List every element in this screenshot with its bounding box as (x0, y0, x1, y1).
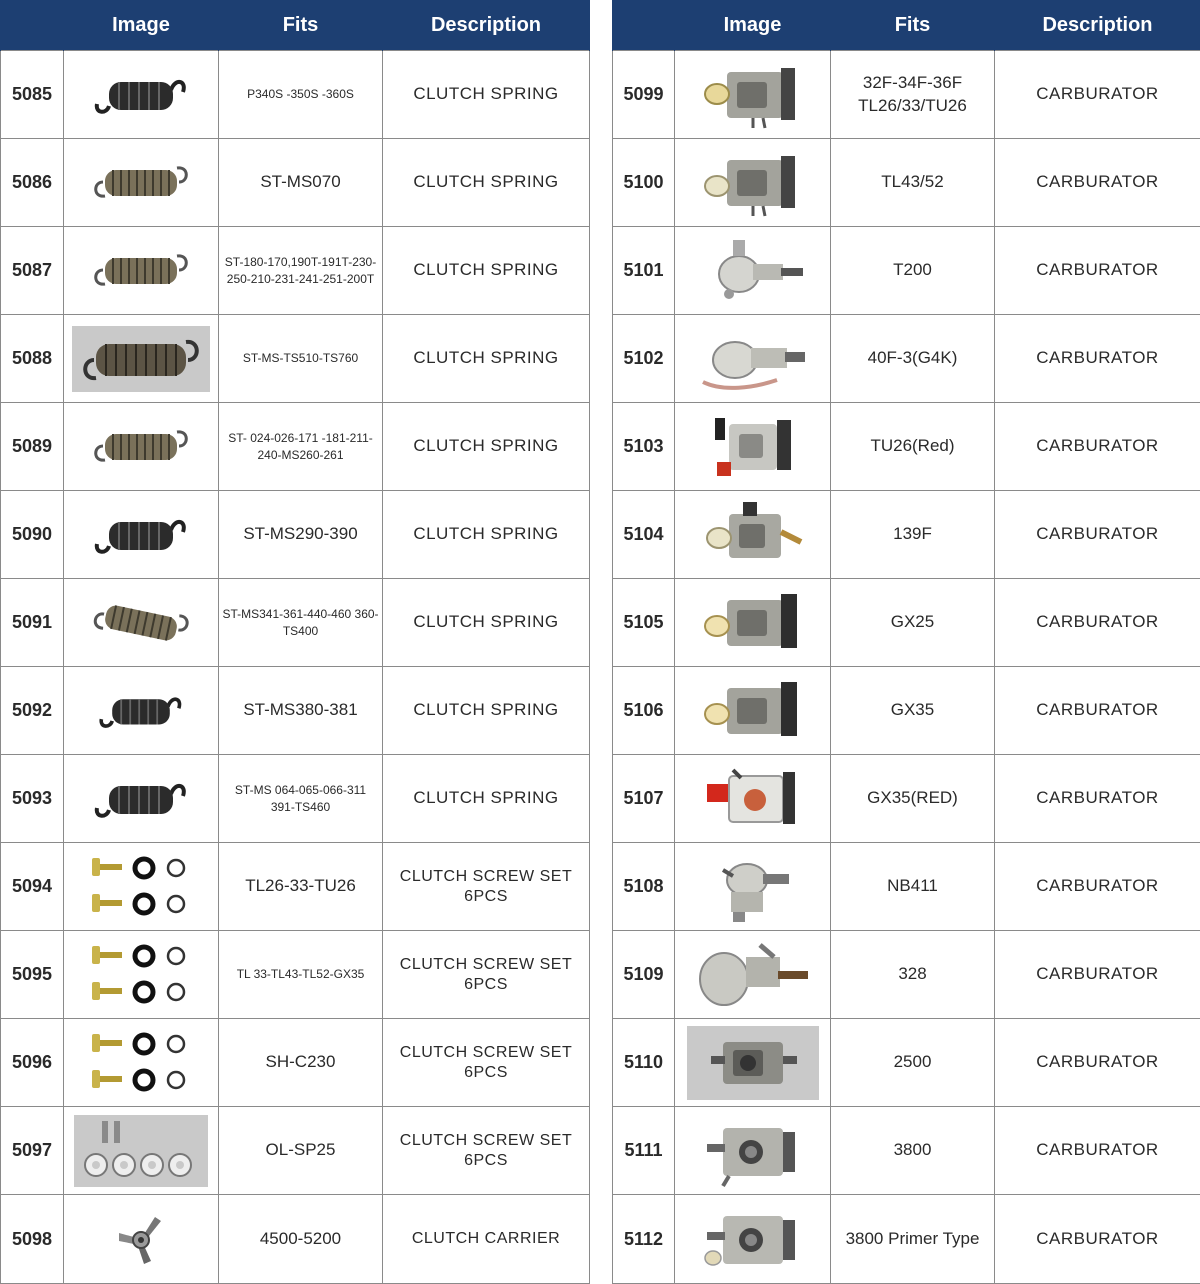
table-row (1, 1195, 590, 1284)
carburetor-icon (693, 674, 813, 748)
part-image (64, 315, 219, 403)
part-description: CLUTCH SCREW SET 6PCS (383, 931, 590, 1019)
part-description: CLUTCH SPRING (383, 139, 590, 227)
part-fits: ST- 024-026-171 -181-211-240-MS260-261 (219, 403, 383, 491)
part-fits: 3800 Primer Type (831, 1195, 995, 1284)
part-image (64, 843, 219, 931)
table-row (1, 403, 590, 491)
part-description: CARBURATOR (995, 51, 1200, 139)
header-fits: Fits (219, 0, 383, 51)
part-code: 5089 (1, 403, 64, 491)
part-code: 5092 (1, 667, 64, 755)
parts-table-left (0, 0, 590, 1284)
table-row (1, 931, 590, 1019)
part-description: CARBURATOR (995, 843, 1200, 931)
part-code: 5097 (1, 1107, 64, 1195)
carburetor-icon (693, 850, 813, 924)
table-row (1, 227, 590, 315)
screw-set-icon (86, 1028, 196, 1098)
part-code: 5107 (613, 755, 675, 843)
part-description: CARBURATOR (995, 491, 1200, 579)
part-fits: TU26(Red) (831, 403, 995, 491)
table-row (613, 1107, 1200, 1195)
part-description: CARBURATOR (995, 755, 1200, 843)
table-row (1, 315, 590, 403)
part-fits: 32F-34F-36F TL26/33/TU26 (831, 51, 995, 139)
part-image (64, 579, 219, 667)
part-code: 5102 (613, 315, 675, 403)
table-header (1, 0, 590, 51)
part-code: 5103 (613, 403, 675, 491)
part-description: CARBURATOR (995, 667, 1200, 755)
part-image (64, 139, 219, 227)
part-code: 5106 (613, 667, 675, 755)
part-code: 5101 (613, 227, 675, 315)
part-fits: ST-MS 064-065-066-311 391-TS460 (219, 755, 383, 843)
part-description: CARBURATOR (995, 579, 1200, 667)
part-image (675, 403, 831, 491)
part-code: 5090 (1, 491, 64, 579)
spring-icon (96, 688, 186, 734)
table-header (613, 0, 1200, 51)
part-image (675, 667, 831, 755)
part-fits: ST-180-170,190T-191T-230-250-210-231-241-251-200T (219, 227, 383, 315)
part-description: CARBURATOR (995, 931, 1200, 1019)
screw-set-icon (86, 940, 196, 1010)
spring-icon (91, 598, 191, 648)
part-code: 5110 (613, 1019, 675, 1107)
part-fits: 40F-3(G4K) (831, 315, 995, 403)
part-image (64, 491, 219, 579)
part-image (675, 315, 831, 403)
part-image (64, 1107, 219, 1195)
part-image (64, 227, 219, 315)
part-image (64, 403, 219, 491)
part-fits: ST-MS341-361-440-460 360-TS400 (219, 579, 383, 667)
table-row (1, 139, 590, 227)
part-image (64, 1195, 219, 1284)
part-fits: ST-MS290-390 (219, 491, 383, 579)
part-image (675, 843, 831, 931)
part-description: CLUTCH SPRING (383, 227, 590, 315)
part-description: CLUTCH SCREW SET 6PCS (383, 1107, 590, 1195)
part-fits: 139F (831, 491, 995, 579)
part-image (675, 491, 831, 579)
table-row (1, 667, 590, 755)
carburetor-icon (693, 410, 813, 484)
spring-icon (72, 326, 210, 392)
spring-icon (91, 158, 191, 208)
part-image (675, 755, 831, 843)
spring-icon (91, 246, 191, 296)
carburetor-icon (690, 937, 816, 1013)
part-image (675, 1195, 831, 1284)
table-row (613, 579, 1200, 667)
part-fits: TL26-33-TU26 (219, 843, 383, 931)
part-description: CLUTCH SPRING (383, 51, 590, 139)
part-code: 5109 (613, 931, 675, 1019)
carburetor-icon (693, 586, 813, 660)
carburetor-icon (693, 234, 813, 308)
part-code: 5111 (613, 1107, 675, 1195)
table-row (613, 403, 1200, 491)
part-description: CLUTCH SPRING (383, 667, 590, 755)
table-row (613, 755, 1200, 843)
table-row (613, 667, 1200, 755)
header-code (613, 0, 675, 51)
carburetor-icon (693, 1114, 813, 1188)
screw-set-icon (86, 852, 196, 922)
table-row (613, 315, 1200, 403)
header-description: Description (995, 0, 1200, 51)
part-code: 5098 (1, 1195, 64, 1284)
table-row (1, 491, 590, 579)
carburetor-icon (693, 498, 813, 572)
part-image (675, 227, 831, 315)
part-image (675, 931, 831, 1019)
spring-icon (91, 70, 191, 120)
part-description: CARBURATOR (995, 403, 1200, 491)
part-description: CLUTCH SCREW SET 6PCS (383, 843, 590, 931)
part-image (64, 755, 219, 843)
part-fits: TL 33-TL43-TL52-GX35 (219, 931, 383, 1019)
carburetor-icon (693, 1202, 813, 1276)
part-fits: ST-MS-TS510-TS760 (219, 315, 383, 403)
spring-icon (91, 510, 191, 560)
table-row (613, 931, 1200, 1019)
part-fits: 2500 (831, 1019, 995, 1107)
part-fits: NB411 (831, 843, 995, 931)
part-code: 5108 (613, 843, 675, 931)
spring-icon (91, 774, 191, 824)
part-code: 5088 (1, 315, 64, 403)
table-row (613, 1195, 1200, 1284)
table-row (1, 579, 590, 667)
part-code: 5085 (1, 51, 64, 139)
part-fits: 4500-5200 (219, 1195, 383, 1284)
table-row (613, 491, 1200, 579)
table-row (613, 227, 1200, 315)
part-fits: ST-MS070 (219, 139, 383, 227)
carburetor-icon (693, 762, 813, 836)
carburetor-icon (693, 58, 813, 132)
carburetor-icon (693, 322, 813, 396)
part-image (64, 51, 219, 139)
header-code (1, 0, 64, 51)
part-code: 5099 (613, 51, 675, 139)
part-image (64, 667, 219, 755)
carburetor-icon (693, 146, 813, 220)
part-description: CLUTCH SPRING (383, 315, 590, 403)
part-image (64, 931, 219, 1019)
part-description: CARBURATOR (995, 315, 1200, 403)
part-code: 5093 (1, 755, 64, 843)
part-description: CLUTCH SPRING (383, 579, 590, 667)
part-fits: OL-SP25 (219, 1107, 383, 1195)
part-fits: ST-MS380-381 (219, 667, 383, 755)
part-description: CARBURATOR (995, 1195, 1200, 1284)
part-code: 5095 (1, 931, 64, 1019)
part-description: CARBURATOR (995, 139, 1200, 227)
part-fits: 3800 (831, 1107, 995, 1195)
part-description: CLUTCH SPRING (383, 491, 590, 579)
part-code: 5096 (1, 1019, 64, 1107)
table-row (613, 139, 1200, 227)
part-code: 5086 (1, 139, 64, 227)
table-row (1, 755, 590, 843)
header-image: Image (675, 0, 831, 51)
clutch-carrier-icon (111, 1211, 171, 1267)
part-image (675, 1019, 831, 1107)
part-image (675, 51, 831, 139)
part-code: 5091 (1, 579, 64, 667)
part-description: CARBURATOR (995, 1019, 1200, 1107)
part-code: 5104 (613, 491, 675, 579)
part-code: 5112 (613, 1195, 675, 1284)
part-fits: GX35(RED) (831, 755, 995, 843)
part-fits: TL43/52 (831, 139, 995, 227)
part-fits: SH-C230 (219, 1019, 383, 1107)
part-description: CLUTCH SPRING (383, 403, 590, 491)
part-description: CLUTCH SPRING (383, 755, 590, 843)
part-fits: GX25 (831, 579, 995, 667)
header-image: Image (64, 0, 219, 51)
table-row (1, 843, 590, 931)
table-row (1, 1107, 590, 1195)
parts-table-right (612, 0, 1200, 1284)
table-row (613, 843, 1200, 931)
part-fits: 328 (831, 931, 995, 1019)
header-description: Description (383, 0, 590, 51)
part-image (675, 139, 831, 227)
screw-set-icon (74, 1115, 208, 1187)
part-description: CLUTCH SCREW SET 6PCS (383, 1019, 590, 1107)
table-row (1, 51, 590, 139)
header-fits: Fits (831, 0, 995, 51)
table-row (1, 1019, 590, 1107)
part-image (675, 1107, 831, 1195)
part-code: 5087 (1, 227, 64, 315)
part-code: 5094 (1, 843, 64, 931)
carburetor-icon (687, 1026, 819, 1100)
table-row (613, 51, 1200, 139)
table-row (613, 1019, 1200, 1107)
part-image (675, 579, 831, 667)
part-image (64, 1019, 219, 1107)
part-description: CLUTCH CARRIER (383, 1195, 590, 1284)
part-fits: P340S -350S -360S (219, 51, 383, 139)
part-code: 5100 (613, 139, 675, 227)
part-description: CARBURATOR (995, 1107, 1200, 1195)
spring-icon (91, 422, 191, 472)
part-fits: T200 (831, 227, 995, 315)
part-code: 5105 (613, 579, 675, 667)
part-fits: GX35 (831, 667, 995, 755)
part-description: CARBURATOR (995, 227, 1200, 315)
